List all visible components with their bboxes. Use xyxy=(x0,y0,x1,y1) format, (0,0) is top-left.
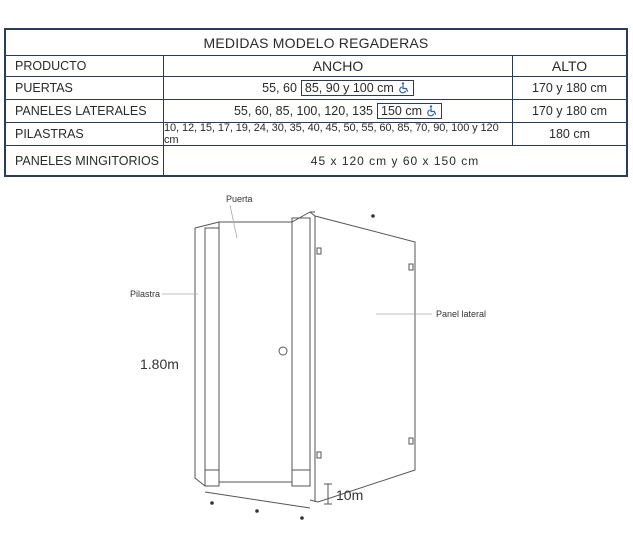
ancho-values: 55, 60, 85, 100, 120, 135 xyxy=(233,104,373,118)
ancho-values: 55, 60 xyxy=(262,81,297,95)
side-panel xyxy=(310,212,415,502)
label-pilastra: Pilastra xyxy=(130,289,161,299)
producto-cell: PANELES LATERALES xyxy=(6,100,164,122)
producto-cell: PANELES MINGITORIOS xyxy=(6,146,164,175)
header-producto: PRODUCTO xyxy=(6,56,164,76)
door-panel xyxy=(219,222,292,482)
alto-cell: 170 y 180 cm xyxy=(531,104,608,118)
ancho-cell: 10, 12, 15, 17, 19, 24, 30, 35, 40, 45, 50, 55, 60, 85, 70, 90, 100 y 120 cm xyxy=(164,123,513,145)
label-panel-lateral: Panel lateral xyxy=(436,309,487,319)
pilastra-foot-left xyxy=(205,470,219,486)
pilastra-left xyxy=(205,228,219,486)
header-ancho: ANCHO xyxy=(164,56,513,76)
label-height: 1.80m xyxy=(140,356,179,372)
producto-cell: PUERTAS xyxy=(6,77,164,99)
label-gap: 10m xyxy=(336,487,364,503)
accessible-size-values: 85, 90 y 100 cm xyxy=(304,81,394,95)
alto-cell: 170 y 180 cm xyxy=(531,81,608,95)
table-title: MEDIDAS MODELO REGADERAS xyxy=(6,30,626,56)
door-latch xyxy=(279,347,287,355)
producto-cell: PILASTRAS xyxy=(6,123,164,145)
alto-cell: 180 cm xyxy=(549,127,590,141)
pilastra-foot-right xyxy=(292,470,310,486)
pilastra-right xyxy=(292,218,310,486)
label-puerta: Puerta xyxy=(226,194,253,204)
header-alto: ALTO xyxy=(551,58,588,74)
accessible-size-values: 150 cm xyxy=(381,104,422,118)
ancho-cell: 45 x 120 cm y 60 x 150 cm xyxy=(310,153,480,168)
